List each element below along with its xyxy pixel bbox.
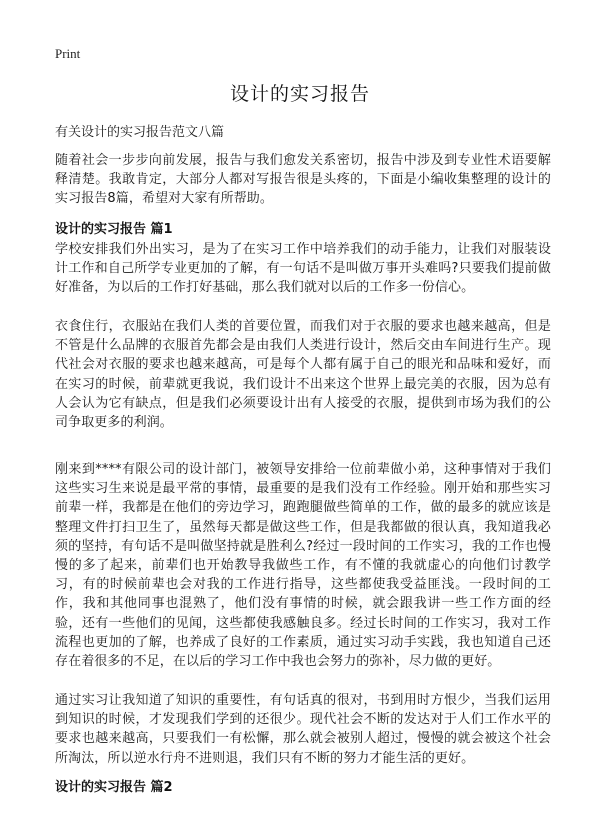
section-heading-1: 设计的实习报告 篇1 [55,222,173,237]
section-heading-2: 设计的实习报告 篇2 [55,780,173,795]
print-link[interactable]: Print [55,46,81,61]
section-1-paragraph-2: 衣食住行，衣服站在我们人类的首要位置，而我们对于衣服的要求也越来越高，但是不管是什么品牌的衣服首先都会是由我们人类进行设计，然后交由车间进行生产。现代社会对衣服的要求也越来越高，可是每个人都有属于自己的眼光和品味和爱好，而在实习的时候，前辈就更我说，我们设计不出来这个世界上最完美的衣服，因为总有人会认为它有缺点，但是我们必须要设计出有人接受的衣服，提供到市场为我们的公司争取更多的利润。 [55,319,551,431]
section-1-paragraph-4: 通过实习让我知道了知识的重要性，有句话真的很对，书到用时方恨少，当我们运用到知识的时候，才发现我们学到的还很少。现代社会不断的发达对于人们工作水平的要求也越来越高，只要我们一有松懈，那么就会被别人超过，慢慢的就会被这个社会所淘汰，所以逆水行舟不进则退，我们只有不断的努力才能生活的更好。 [55,693,551,766]
section-1-paragraph-1: 学校安排我们外出实习，是为了在实习工作中培养我们的动手能力，让我们对服装设计工作和自己所学专业更加的了解，有一句话不是叫做万事开头难吗?只要我们提前做好准备，为以后的工作打好基础，那么我们就对以后的工作多一份信心。 [55,242,551,296]
page-title: 设计的实习报告 [229,83,370,105]
section-1-paragraph-3: 刚来到****有限公司的设计部门，被领导安排给一位前辈做小弟，这种事情对于我们这些实习生来说是最平常的事情，最重要的是我们没有工作经验。刚开始和那些实习前辈一样，我都是在他们的旁边学习，跑跑腿做些简单的工作，做的最多的就应该是整理文件打扫卫生了，虽然每天都是做这些工作，但是我都做的很认真，我知道我必须的坚持，有句话不是叫做坚持就是胜利么?经过一段时间的工作实习，我的工作也慢慢的多了起来，前辈们也开始教导我做些工作，有不懂的我就虚心的向他们讨教学习，有的时候前辈也会对我的工作进行指导，这些都使我受益匪浅。一段时间的工作，我和其他同事也混熟了，他们没有事情的时候，就会跟我讲一些工作方面的经验，还有一些他们的见闻，这些都使我感触良多。经过长时间的工作实习，我对工作流程也更加的了解，也养成了良好的工作素质，通过实习动手实践，我也知道自己还存在着很多的不足，在以后的学习工作中我也会努力的弥补，尽力做的更好。 [55,462,551,670]
intro-paragraph: 随着社会一步步向前发展，报告与我们愈发关系密切，报告中涉及到专业性术语要解释清楚。我敢肯定，大部分人都对写报告很是头疼的，下面是小编收集整理的设计的实习报告8篇，希望对大家有所帮助。 [55,153,551,207]
document-subtitle: 有关设计的实习报告范文八篇 [55,125,225,140]
